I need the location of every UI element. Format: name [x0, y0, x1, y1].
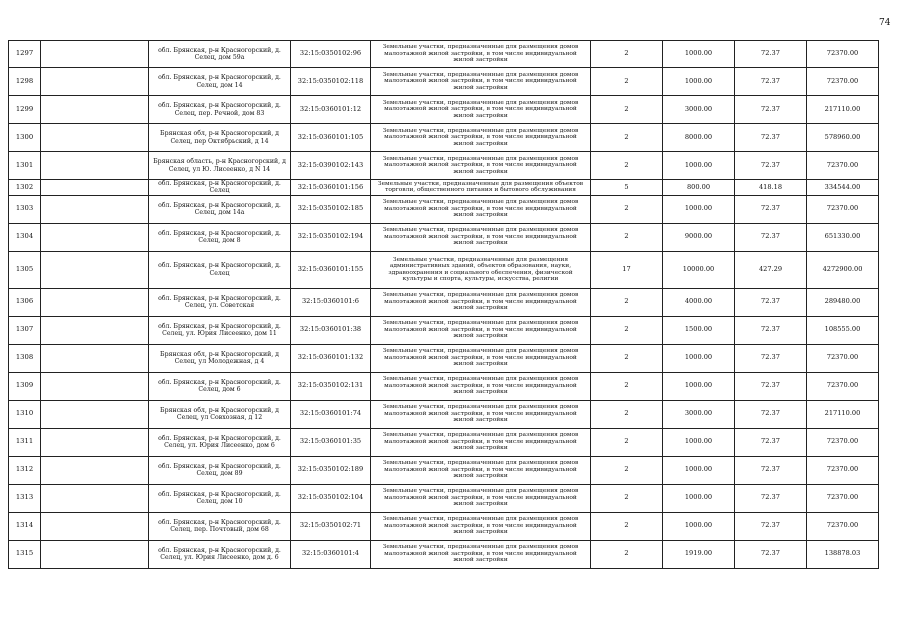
rate-cell: 72.37 [735, 372, 807, 400]
empty-cell [41, 400, 149, 428]
group-cell: 5 [591, 180, 663, 196]
cadastral-number-cell: 32:15:0350102:118 [291, 68, 371, 96]
cadastral-number-cell: 32:15:0360101:156 [291, 180, 371, 196]
cadastral-number-cell: 32:15:0350102:185 [291, 195, 371, 223]
rate-cell: 72.37 [735, 400, 807, 428]
group-cell: 2 [591, 96, 663, 124]
cadastral-number-cell: 32:15:0350102:131 [291, 372, 371, 400]
empty-cell [41, 512, 149, 540]
table-row [9, 96, 879, 124]
empty-cell [41, 68, 149, 96]
cadastral-value-cell: 217110.00 [807, 96, 879, 124]
cadastral-value-cell: 72370.00 [807, 456, 879, 484]
area-cell: 1000.00 [663, 68, 735, 96]
group-cell: 2 [591, 512, 663, 540]
cadastral-number-cell: 32:15:0350102:71 [291, 512, 371, 540]
cadastral-value-cell: 578960.00 [807, 124, 879, 152]
address-cell: обл. Брянская, р-н Красногорский, д. Селец, дом 8 [149, 223, 291, 251]
address-cell: обл. Брянская, р-н Красногорский, д. Селец, дом 14а [149, 195, 291, 223]
table-row [9, 344, 879, 372]
group-cell: 2 [591, 372, 663, 400]
rate-cell: 72.37 [735, 456, 807, 484]
cadastral-value-cell: 72370.00 [807, 372, 879, 400]
row-number: 1309 [9, 372, 41, 400]
group-cell: 2 [591, 316, 663, 344]
empty-cell [41, 372, 149, 400]
rate-cell: 72.37 [735, 344, 807, 372]
cadastral-number-cell: 32:15:0350102:104 [291, 484, 371, 512]
land-use-cell: Земельные участки, предназначенные для размещения домов малоэтажной жилой застройки, в том числе индивидуальной жилой застройки [371, 512, 591, 540]
area-cell: 1000.00 [663, 428, 735, 456]
cadastral-number-cell: 32:15:0360101:12 [291, 96, 371, 124]
group-cell: 2 [591, 195, 663, 223]
area-cell: 1000.00 [663, 512, 735, 540]
cadastral-number-cell: 32:15:0360101:35 [291, 428, 371, 456]
rate-cell: 72.37 [735, 316, 807, 344]
cadastral-value-cell: 217110.00 [807, 400, 879, 428]
empty-cell [41, 223, 149, 251]
rate-cell: 72.37 [735, 484, 807, 512]
land-use-cell: Земельные участки, предназначенные для размещения домов малоэтажной жилой застройки, в том числе индивидуальной жилой застройки [371, 41, 591, 68]
row-number: 1298 [9, 68, 41, 96]
table-row [9, 400, 879, 428]
rate-cell: 72.37 [735, 195, 807, 223]
table-row [9, 68, 879, 96]
empty-cell [41, 180, 149, 196]
rate-cell: 72.37 [735, 223, 807, 251]
area-cell: 1919.00 [663, 540, 735, 568]
group-cell: 17 [591, 251, 663, 288]
land-use-cell: Земельные участки, предназначенные для размещения домов малоэтажной жилой застройки, в том числе индивидуальной жилой застройки [371, 316, 591, 344]
cadastral-value-cell: 72370.00 [807, 195, 879, 223]
address-cell: обл. Брянская, р-н Красногорский, д. Селец, ул. Советская [149, 288, 291, 316]
table-row [9, 195, 879, 223]
empty-cell [41, 540, 149, 568]
page-number: 74 [879, 18, 891, 28]
rate-cell: 427.29 [735, 251, 807, 288]
address-cell: обл. Брянская, р-н Красногорский, д. Селец [149, 180, 291, 196]
group-cell: 2 [591, 484, 663, 512]
cadastral-number-cell: 32:15:0360101:105 [291, 124, 371, 152]
area-cell: 10000.00 [663, 251, 735, 288]
address-cell: обл. Брянская, р-н Красногорский, д. Селец, дом 59а [149, 41, 291, 68]
rate-cell: 72.37 [735, 41, 807, 68]
area-cell: 1000.00 [663, 41, 735, 68]
row-number: 1311 [9, 428, 41, 456]
group-cell: 2 [591, 152, 663, 180]
empty-cell [41, 124, 149, 152]
empty-cell [41, 195, 149, 223]
group-cell: 2 [591, 288, 663, 316]
rate-cell: 72.37 [735, 152, 807, 180]
row-number: 1314 [9, 512, 41, 540]
rate-cell: 72.37 [735, 288, 807, 316]
cadastral-number-cell: 32:15:0350102:194 [291, 223, 371, 251]
empty-cell [41, 344, 149, 372]
cadastral-number-cell: 32:15:0350102:189 [291, 456, 371, 484]
table-row [9, 180, 879, 196]
land-use-cell: Земельные участки, предназначенные для размещения домов малоэтажной жилой застройки, в том числе индивидуальной жилой застройки [371, 68, 591, 96]
area-cell: 1000.00 [663, 152, 735, 180]
cadastral-value-cell: 72370.00 [807, 152, 879, 180]
rate-cell: 72.37 [735, 68, 807, 96]
area-cell: 3000.00 [663, 96, 735, 124]
cadastral-number-cell: 32:15:0360101:38 [291, 316, 371, 344]
area-cell: 1500.00 [663, 316, 735, 344]
area-cell: 9000.00 [663, 223, 735, 251]
cadastral-value-cell: 72370.00 [807, 68, 879, 96]
land-use-cell: Земельные участки, предназначенные для размещения домов малоэтажной жилой застройки, в том числе индивидуальной жилой застройки [371, 428, 591, 456]
land-use-cell: Земельные участки, предназначенные для размещения домов малоэтажной жилой застройки, в том числе индивидуальной жилой застройки [371, 124, 591, 152]
row-number: 1310 [9, 400, 41, 428]
group-cell: 2 [591, 428, 663, 456]
group-cell: 2 [591, 223, 663, 251]
land-use-cell: Земельные участки, предназначенные для размещения домов малоэтажной жилой застройки, в том числе индивидуальной жилой застройки [371, 195, 591, 223]
area-cell: 1000.00 [663, 456, 735, 484]
rate-cell: 72.37 [735, 540, 807, 568]
empty-cell [41, 288, 149, 316]
address-cell: обл. Брянская, р-н Красногорский, д. Селец [149, 251, 291, 288]
land-use-cell: Земельные участки, предназначенные для размещения домов малоэтажной жилой застройки, в том числе индивидуальной жилой застройки [371, 96, 591, 124]
row-number: 1299 [9, 96, 41, 124]
address-cell: обл. Брянская, р-н Красногорский, д. Селец, пер. Речной, дом 83 [149, 96, 291, 124]
table-row [9, 152, 879, 180]
area-cell: 3000.00 [663, 400, 735, 428]
row-number: 1305 [9, 251, 41, 288]
area-cell: 1000.00 [663, 195, 735, 223]
address-cell: Брянская область, р-н Красногорский, д Селец, ул Ю. Лисеенко, д N 14 [149, 152, 291, 180]
empty-cell [41, 456, 149, 484]
empty-cell [41, 152, 149, 180]
address-cell: Брянская обл, р-н Красногорский, д Селец, ул Совхозная, д 12 [149, 400, 291, 428]
table-row [9, 223, 879, 251]
cadastral-value-cell: 334544.00 [807, 180, 879, 196]
empty-cell [41, 41, 149, 68]
row-number: 1304 [9, 223, 41, 251]
address-cell: обл. Брянская, р-н Красногорский, д. Селец, ул. Юрия Лисеенко, дом 6 [149, 428, 291, 456]
cadastral-number-cell: 32:15:0360101:155 [291, 251, 371, 288]
row-number: 1302 [9, 180, 41, 196]
group-cell: 2 [591, 344, 663, 372]
address-cell: обл. Брянская, р-н Красногорский, д. Селец, пер. Почтовый, дом 68 [149, 512, 291, 540]
table-row [9, 512, 879, 540]
table-row [9, 428, 879, 456]
table-row [9, 41, 879, 68]
empty-cell [41, 316, 149, 344]
land-use-cell: Земельные участки, предназначенные для размещения домов малоэтажной жилой застройки, в том числе индивидуальной жилой застройки [371, 344, 591, 372]
row-number: 1301 [9, 152, 41, 180]
cadastral-value-cell: 4272900.00 [807, 251, 879, 288]
row-number: 1303 [9, 195, 41, 223]
address-cell: обл. Брянская, р-н Красногорский, д. Селец, дом 10 [149, 484, 291, 512]
cadastral-number-cell: 32:15:0360101:132 [291, 344, 371, 372]
land-use-cell: Земельные участки, предназначенные для размещения административных зданий, объектов образования, науки, здравоохранения и социального обеспечения, физической культуры и спорта, культуры, искусства, религии [371, 251, 591, 288]
empty-cell [41, 428, 149, 456]
row-number: 1313 [9, 484, 41, 512]
cadastral-value-cell: 289480.00 [807, 288, 879, 316]
table-row [9, 456, 879, 484]
table-row [9, 251, 879, 288]
empty-cell [41, 96, 149, 124]
group-cell: 2 [591, 400, 663, 428]
land-use-cell: Земельные участки, предназначенные для размещения объектов торговли, общественного питания и бытового обслуживания [371, 180, 591, 196]
area-cell: 4000.00 [663, 288, 735, 316]
cadastral-value-cell: 651330.00 [807, 223, 879, 251]
cadastral-value-cell: 72370.00 [807, 484, 879, 512]
cadastral-value-cell: 72370.00 [807, 41, 879, 68]
table-row [9, 372, 879, 400]
land-use-cell: Земельные участки, предназначенные для размещения домов малоэтажной жилой застройки, в том числе индивидуальной жилой застройки [371, 372, 591, 400]
empty-cell [41, 484, 149, 512]
row-number: 1312 [9, 456, 41, 484]
cadastral-value-cell: 72370.00 [807, 428, 879, 456]
table-row [9, 484, 879, 512]
address-cell: обл. Брянская, р-н Красногорский, д. Селец, ул. Юрия Лисеенко, дом д. 6 [149, 540, 291, 568]
row-number: 1315 [9, 540, 41, 568]
table-row [9, 540, 879, 568]
row-number: 1300 [9, 124, 41, 152]
address-cell: обл. Брянская, р-н Красногорский, д. Селец, дом 14 [149, 68, 291, 96]
land-use-cell: Земельные участки, предназначенные для размещения домов малоэтажной жилой застройки, в том числе индивидуальной жилой застройки [371, 456, 591, 484]
address-cell: Брянская обл, р-н Красногорский, д Селец, ул Молодежная, д 4 [149, 344, 291, 372]
area-cell: 1000.00 [663, 484, 735, 512]
address-cell: обл. Брянская, р-н Красногорский, д. Селец, дом 6 [149, 372, 291, 400]
cadastral-value-cell: 72370.00 [807, 512, 879, 540]
rate-cell: 72.37 [735, 428, 807, 456]
cadastral-value-cell: 72370.00 [807, 344, 879, 372]
empty-cell [41, 251, 149, 288]
land-use-cell: Земельные участки, предназначенные для размещения домов малоэтажной жилой застройки, в том числе индивидуальной жилой застройки [371, 288, 591, 316]
rate-cell: 418.18 [735, 180, 807, 196]
rate-cell: 72.37 [735, 124, 807, 152]
cadastral-value-cell: 138878.03 [807, 540, 879, 568]
row-number: 1308 [9, 344, 41, 372]
cadastral-number-cell: 32:15:0390102:143 [291, 152, 371, 180]
group-cell: 2 [591, 68, 663, 96]
row-number: 1297 [9, 41, 41, 68]
cadastral-number-cell: 32:15:0350102:96 [291, 41, 371, 68]
group-cell: 2 [591, 456, 663, 484]
land-use-cell: Земельные участки, предназначенные для размещения домов малоэтажной жилой застройки, в том числе индивидуальной жилой застройки [371, 540, 591, 568]
area-cell: 1000.00 [663, 344, 735, 372]
land-use-cell: Земельные участки, предназначенные для размещения домов малоэтажной жилой застройки, в том числе индивидуальной жилой застройки [371, 152, 591, 180]
land-use-cell: Земельные участки, предназначенные для размещения домов малоэтажной жилой застройки, в том числе индивидуальной жилой застройки [371, 400, 591, 428]
row-number: 1306 [9, 288, 41, 316]
land-registry-table [8, 40, 879, 569]
table-row [9, 124, 879, 152]
group-cell: 2 [591, 124, 663, 152]
area-cell: 1000.00 [663, 372, 735, 400]
cadastral-number-cell: 32:15:0360101:4 [291, 540, 371, 568]
row-number: 1307 [9, 316, 41, 344]
land-use-cell: Земельные участки, предназначенные для размещения домов малоэтажной жилой застройки, в том числе индивидуальной жилой застройки [371, 484, 591, 512]
group-cell: 2 [591, 41, 663, 68]
cadastral-number-cell: 32:15:0360101:6 [291, 288, 371, 316]
address-cell: обл. Брянская, р-н Красногорский, д. Селец, дом 89 [149, 456, 291, 484]
area-cell: 8000.00 [663, 124, 735, 152]
rate-cell: 72.37 [735, 512, 807, 540]
address-cell: обл. Брянская, р-н Красногорский, д. Селец, ул. Юрия Лисеенко, дом 11 [149, 316, 291, 344]
area-cell: 800.00 [663, 180, 735, 196]
land-use-cell: Земельные участки, предназначенные для размещения домов малоэтажной жилой застройки, в том числе индивидуальной жилой застройки [371, 223, 591, 251]
cadastral-value-cell: 108555.00 [807, 316, 879, 344]
address-cell: Брянская обл, р-н Красногорский, д Селец, пер Октябрьский, д 14 [149, 124, 291, 152]
cadastral-number-cell: 32:15:0360101:74 [291, 400, 371, 428]
group-cell: 2 [591, 540, 663, 568]
table-row [9, 288, 879, 316]
table-row [9, 316, 879, 344]
rate-cell: 72.37 [735, 96, 807, 124]
